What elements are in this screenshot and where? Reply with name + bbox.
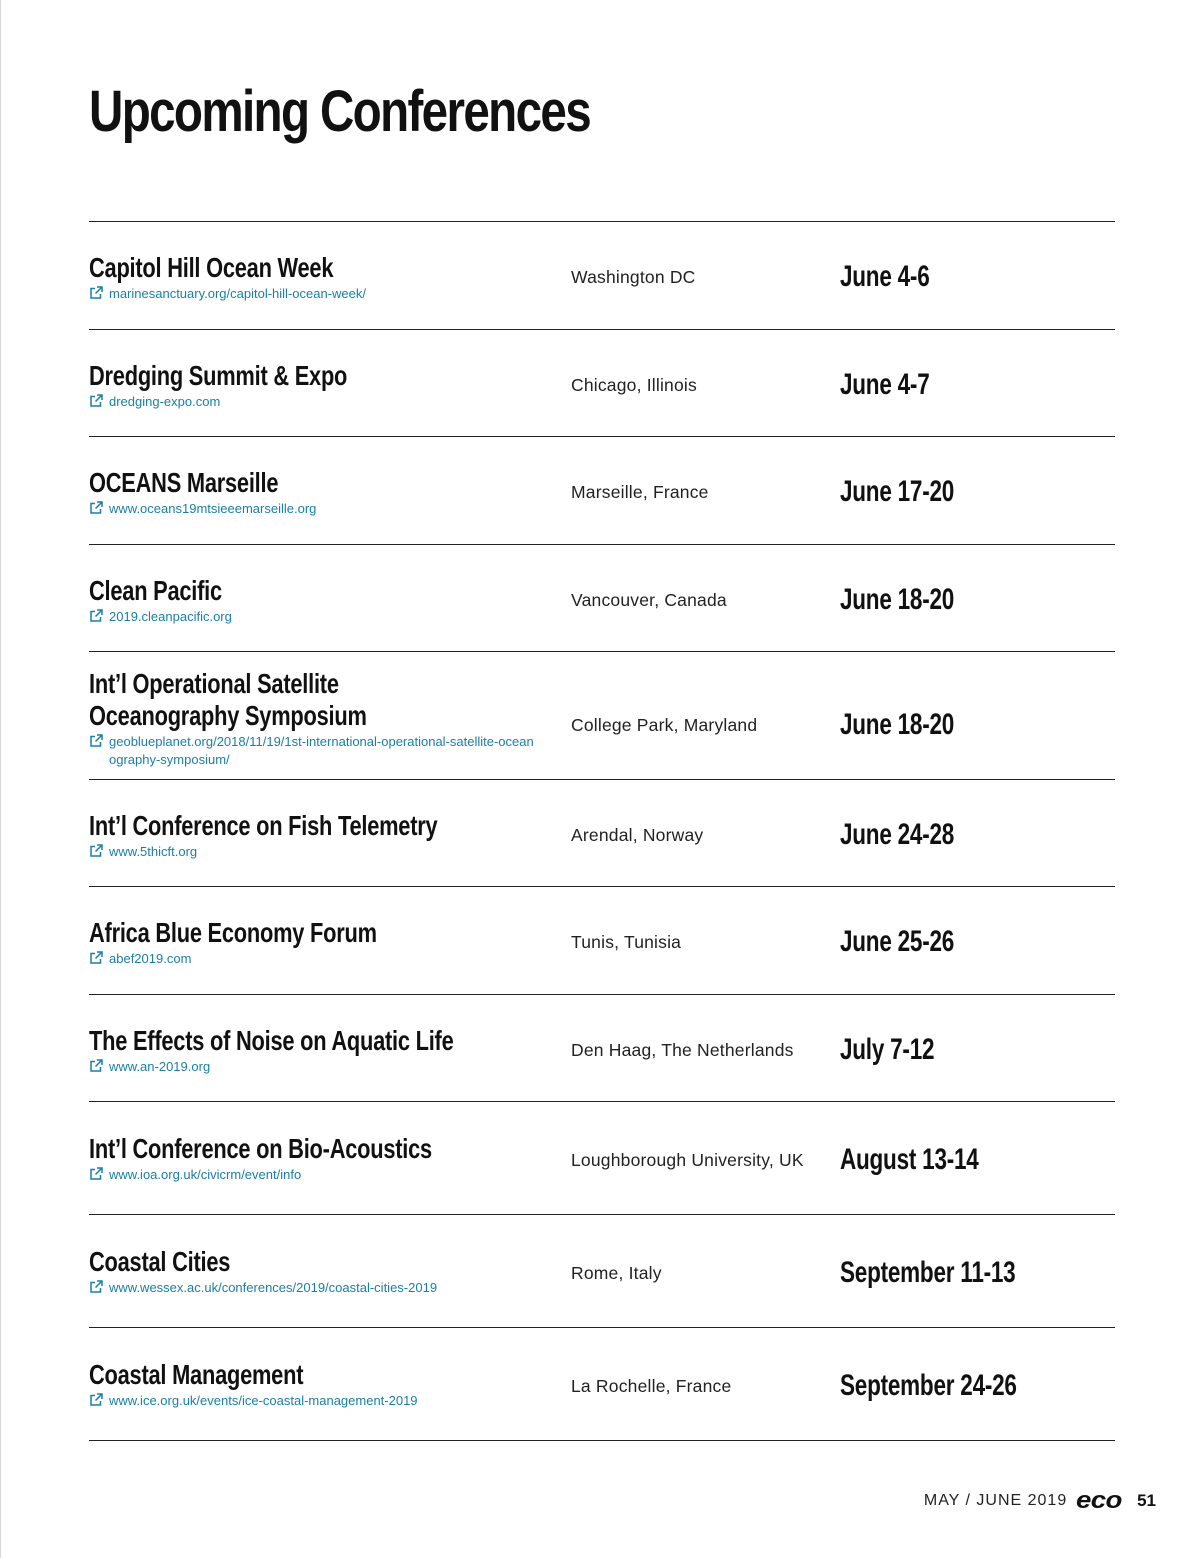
conference-name: Int’l Operational Satellite Oceanography Symposium bbox=[89, 668, 367, 731]
conference-url[interactable]: www.ice.org.uk/events/ice-coastal-management-2019 bbox=[109, 1393, 418, 1408]
external-link-icon bbox=[89, 734, 103, 748]
conference-row bbox=[89, 1328, 1115, 1441]
conference-dates: August 13-14 bbox=[840, 1143, 979, 1176]
conference-link[interactable] bbox=[89, 843, 559, 861]
external-link-icon bbox=[89, 1167, 103, 1181]
conference-link[interactable] bbox=[89, 950, 559, 968]
external-link-icon bbox=[89, 844, 103, 858]
conference-url[interactable]: www.an-2019.org bbox=[109, 1059, 211, 1074]
external-link-icon bbox=[89, 1059, 103, 1073]
conference-dates: September 24-26 bbox=[840, 1369, 1017, 1402]
conference-row bbox=[89, 1102, 1115, 1215]
conference-url[interactable]: dredging-expo.com bbox=[109, 394, 221, 409]
conference-info bbox=[89, 467, 559, 518]
conference-url[interactable]: marinesanctuary.org/capitol-hill-ocean-week/ bbox=[109, 286, 366, 301]
conference-link[interactable] bbox=[89, 608, 559, 626]
conference-name: OCEANS Marseille bbox=[89, 467, 279, 498]
conference-list bbox=[89, 221, 1115, 1441]
conference-url[interactable]: www.oceans19mtsieeemarseille.org bbox=[109, 501, 317, 516]
conference-row bbox=[89, 545, 1115, 652]
conference-info bbox=[89, 668, 559, 769]
conference-link[interactable] bbox=[89, 1279, 559, 1297]
conference-name: Capitol Hill Ocean Week bbox=[89, 252, 334, 283]
conference-row bbox=[89, 995, 1115, 1102]
conference-row bbox=[89, 887, 1115, 995]
conference-link[interactable] bbox=[89, 1392, 559, 1410]
conference-link[interactable] bbox=[89, 285, 559, 303]
conference-info bbox=[89, 360, 559, 411]
conference-name: Dredging Summit & Expo bbox=[89, 360, 348, 391]
conference-location: Chicago, Illinois bbox=[571, 375, 697, 395]
conference-dates: June 4-6 bbox=[840, 260, 930, 293]
conference-location: La Rochelle, France bbox=[571, 1376, 732, 1396]
conference-row bbox=[89, 780, 1115, 887]
conference-location: Rome, Italy bbox=[571, 1263, 662, 1283]
conference-name: Clean Pacific bbox=[89, 575, 222, 606]
conference-location: Tunis, Tunisia bbox=[571, 932, 682, 952]
conference-name: The Effects of Noise on Aquatic Life bbox=[89, 1025, 454, 1056]
conference-link[interactable] bbox=[89, 733, 559, 769]
external-link-icon bbox=[89, 951, 103, 965]
conference-url[interactable]: www.5thicft.org bbox=[109, 844, 198, 859]
conference-link[interactable] bbox=[89, 500, 559, 518]
external-link-icon bbox=[89, 286, 103, 300]
issue-date: MAY / JUNE 2019 bbox=[923, 1492, 1068, 1509]
external-link-icon bbox=[89, 609, 103, 623]
conference-location: Washington DC bbox=[571, 267, 696, 287]
conference-link[interactable] bbox=[89, 393, 559, 411]
conference-info bbox=[89, 252, 559, 303]
page-title: Upcoming Conferences bbox=[89, 79, 591, 144]
conference-link[interactable] bbox=[89, 1166, 559, 1184]
conference-name: Coastal Management bbox=[89, 1359, 304, 1390]
conference-url[interactable]: www.ioa.org.uk/civicrm/event/info bbox=[109, 1167, 302, 1182]
conference-url[interactable]: www.wessex.ac.uk/conferences/2019/coastal-cities-2019 bbox=[109, 1280, 438, 1295]
conference-dates: June 24-28 bbox=[840, 818, 955, 851]
conference-location: Arendal, Norway bbox=[571, 825, 704, 845]
conference-dates: June 17-20 bbox=[840, 475, 955, 508]
conference-dates: June 18-20 bbox=[840, 583, 955, 616]
conference-name: Africa Blue Economy Forum bbox=[89, 917, 377, 948]
conference-row bbox=[89, 330, 1115, 437]
conference-info bbox=[89, 1133, 559, 1184]
conference-info bbox=[89, 810, 559, 861]
conference-name: Int’l Conference on Bio-Acoustics bbox=[89, 1133, 432, 1164]
page-number: 51 bbox=[1137, 1491, 1156, 1510]
page-footer bbox=[924, 1487, 1156, 1515]
conference-info bbox=[89, 1025, 559, 1076]
external-link-icon bbox=[89, 394, 103, 408]
conference-url[interactable]: 2019.cleanpacific.org bbox=[109, 609, 232, 624]
conference-row bbox=[89, 437, 1115, 545]
conference-name: Int’l Conference on Fish Telemetry bbox=[89, 810, 438, 841]
conference-dates: September 11-13 bbox=[840, 1256, 1016, 1289]
external-link-icon bbox=[89, 501, 103, 515]
conference-url[interactable]: abef2019.com bbox=[109, 951, 192, 966]
conference-row bbox=[89, 652, 1115, 780]
conference-location: Loughborough University, UK bbox=[571, 1150, 804, 1170]
conference-location: Den Haag, The Netherlands bbox=[571, 1040, 794, 1060]
conference-row bbox=[89, 222, 1115, 330]
conference-name: Coastal Cities bbox=[89, 1246, 231, 1277]
conference-row bbox=[89, 1215, 1115, 1328]
conference-url[interactable]: geoblueplanet.org/2018/11/19/1st-international-operational-satellite-oceanography-symposium/ bbox=[109, 734, 534, 767]
conference-link[interactable] bbox=[89, 1058, 559, 1076]
conference-dates: July 7-12 bbox=[840, 1033, 935, 1066]
conference-location: Marseille, France bbox=[571, 482, 709, 502]
conference-dates: June 18-20 bbox=[840, 708, 955, 741]
conference-info bbox=[89, 917, 559, 968]
conference-info bbox=[89, 575, 559, 626]
conference-location: Vancouver, Canada bbox=[571, 590, 727, 610]
external-link-icon bbox=[89, 1280, 103, 1294]
conference-dates: June 25-26 bbox=[840, 925, 955, 958]
external-link-icon bbox=[89, 1393, 103, 1407]
conference-location: College Park, Maryland bbox=[571, 715, 758, 735]
magazine-logo: eco bbox=[1076, 1487, 1123, 1514]
conference-info bbox=[89, 1359, 559, 1410]
conference-info bbox=[89, 1246, 559, 1297]
conference-dates: June 4-7 bbox=[840, 368, 930, 401]
